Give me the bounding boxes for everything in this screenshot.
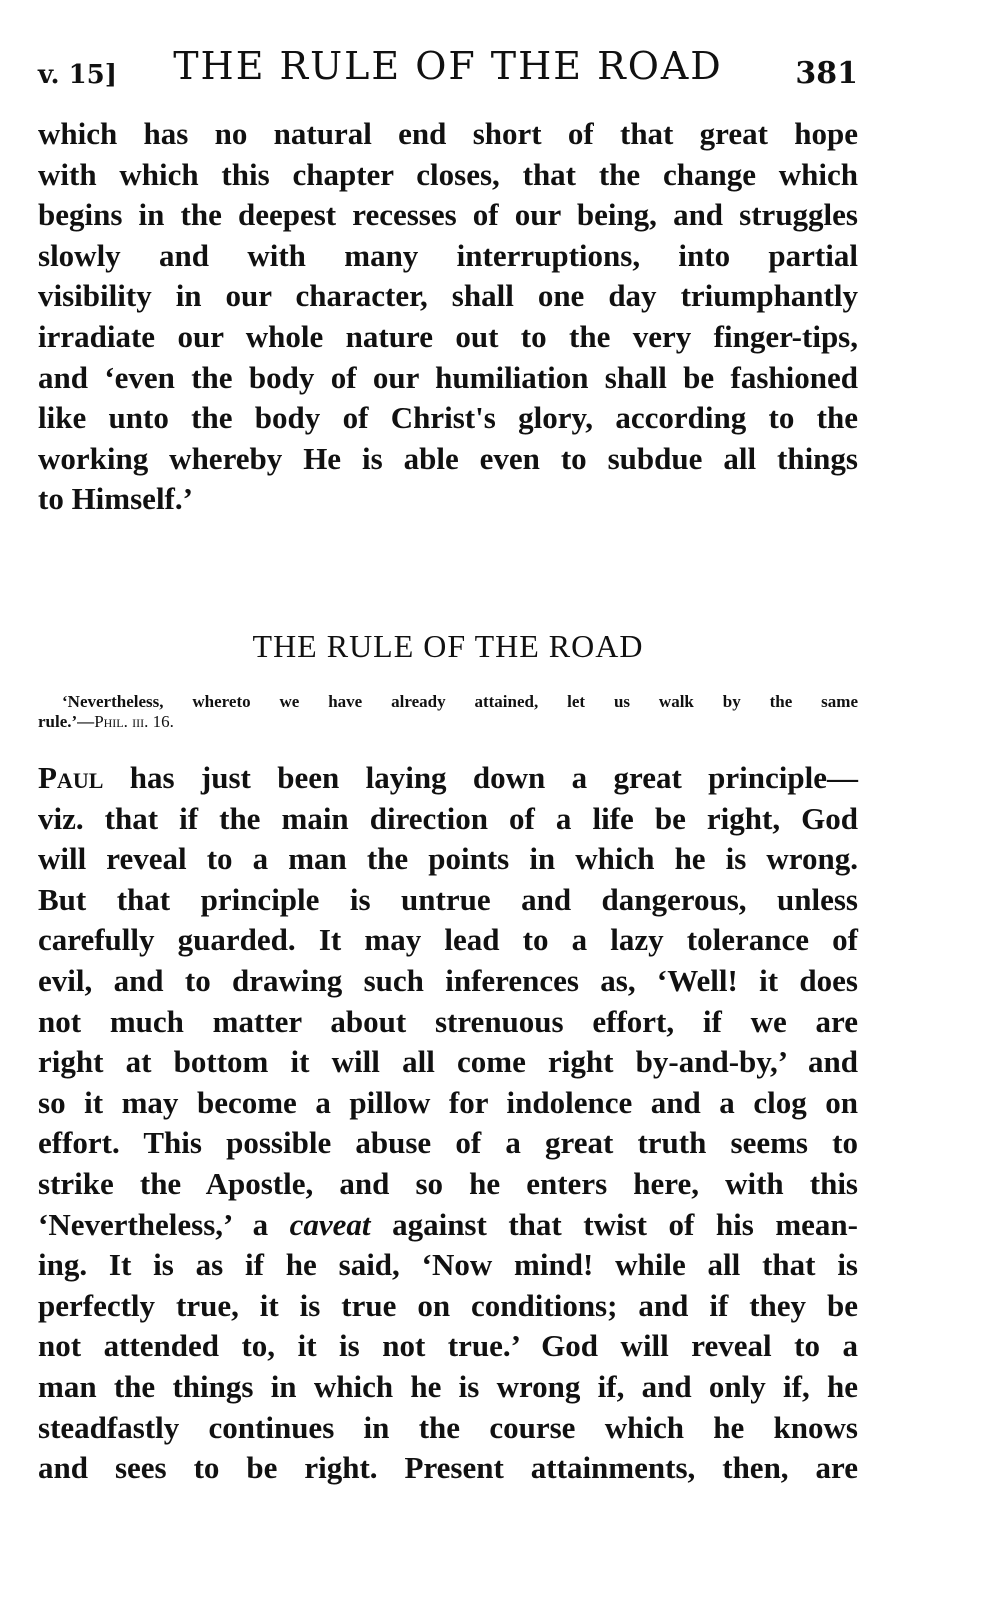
text-line: carefully guarded. It may lead to a lazy tolerance of: [38, 922, 858, 958]
text-line: [38, 1205, 858, 1246]
text-line: so it may become a pillow for indolence and a clog on: [38, 1084, 858, 1120]
text-line: to Himself.’: [38, 481, 193, 517]
text-line: [38, 758, 858, 799]
text-line: begins in the deepest recesses of our being, and struggles: [38, 197, 858, 233]
text-line: and ‘even the body of our humiliation shall be fashioned: [38, 359, 858, 395]
text-line: not attended to, it is not true.’ God will reveal to a: [38, 1328, 858, 1364]
text-line: which has no natural end short of that great hope: [38, 116, 858, 151]
text-line: will reveal to a man the points in which he is wrong.: [38, 841, 858, 877]
opening-word: Paul: [38, 760, 104, 795]
text-line: evil, and to drawing such inferences as, ‘Well! it does: [38, 962, 858, 998]
text-line: and sees to be right. Present attainments, then, are: [38, 1450, 858, 1486]
section-heading: THE RULE OF THE ROAD: [252, 628, 644, 664]
text-line: ing. It is as if he said, ‘Now mind! while all that is: [38, 1247, 858, 1283]
text-line: effort. This possible abuse of a great truth seems to: [38, 1125, 858, 1161]
verse-reference: v. 15]: [38, 60, 118, 90]
epigraph-quote-end: rule.’—: [38, 712, 95, 731]
text-line: irradiate our whole nature out to the very finger-tips,: [38, 318, 858, 354]
text-line: man the things in which he is wrong if, and only if, he: [38, 1368, 858, 1404]
text-line: visibility in our character, shall one day triumphantly: [38, 278, 858, 314]
running-head: [38, 44, 858, 94]
epigraph-line: ‘Nevertheless, whereto we have already attained, let us walk by the same: [62, 692, 858, 711]
epigraph-reference: Phil. iii. 16.: [94, 712, 174, 731]
epigraph-line: [38, 712, 858, 732]
text-line: But that principle is untrue and dangerous, unless: [38, 881, 858, 917]
text-line: working whereby He is able even to subdue all things: [38, 440, 858, 476]
text-line: with which this chapter closes, that the change which: [38, 156, 858, 192]
text-line: strike the Apostle, and so he enters here, with this: [38, 1165, 858, 1201]
caveat-before: ‘Nevertheless,’ a: [38, 1206, 290, 1242]
main-paragraph: [38, 758, 858, 1489]
text-line: steadfastly continues in the course which he knows: [38, 1409, 858, 1445]
caveat-word: caveat: [289, 1206, 371, 1242]
running-title: THE RULE OF THE ROAD: [173, 44, 723, 88]
text-line: right at bottom it will all come right by-and-by,’ and: [38, 1044, 858, 1080]
caveat-after: against that twist of his mean-: [370, 1206, 858, 1242]
continued-paragraph: [38, 114, 858, 520]
text-line: like unto the body of Christ's glory, according to the: [38, 400, 858, 436]
page-number: 381: [795, 56, 858, 91]
text-line: slowly and with many interruptions, into partial: [38, 237, 858, 273]
text-line: perfectly true, it is true on conditions; and if they be: [38, 1287, 858, 1323]
text-line: viz. that if the main direction of a life be right, God: [38, 800, 858, 836]
epigraph: [38, 692, 858, 732]
text-line: not much matter about strenuous effort, if we are: [38, 1003, 858, 1039]
first-line-rest: has just been laying down a great principle—: [103, 760, 858, 795]
